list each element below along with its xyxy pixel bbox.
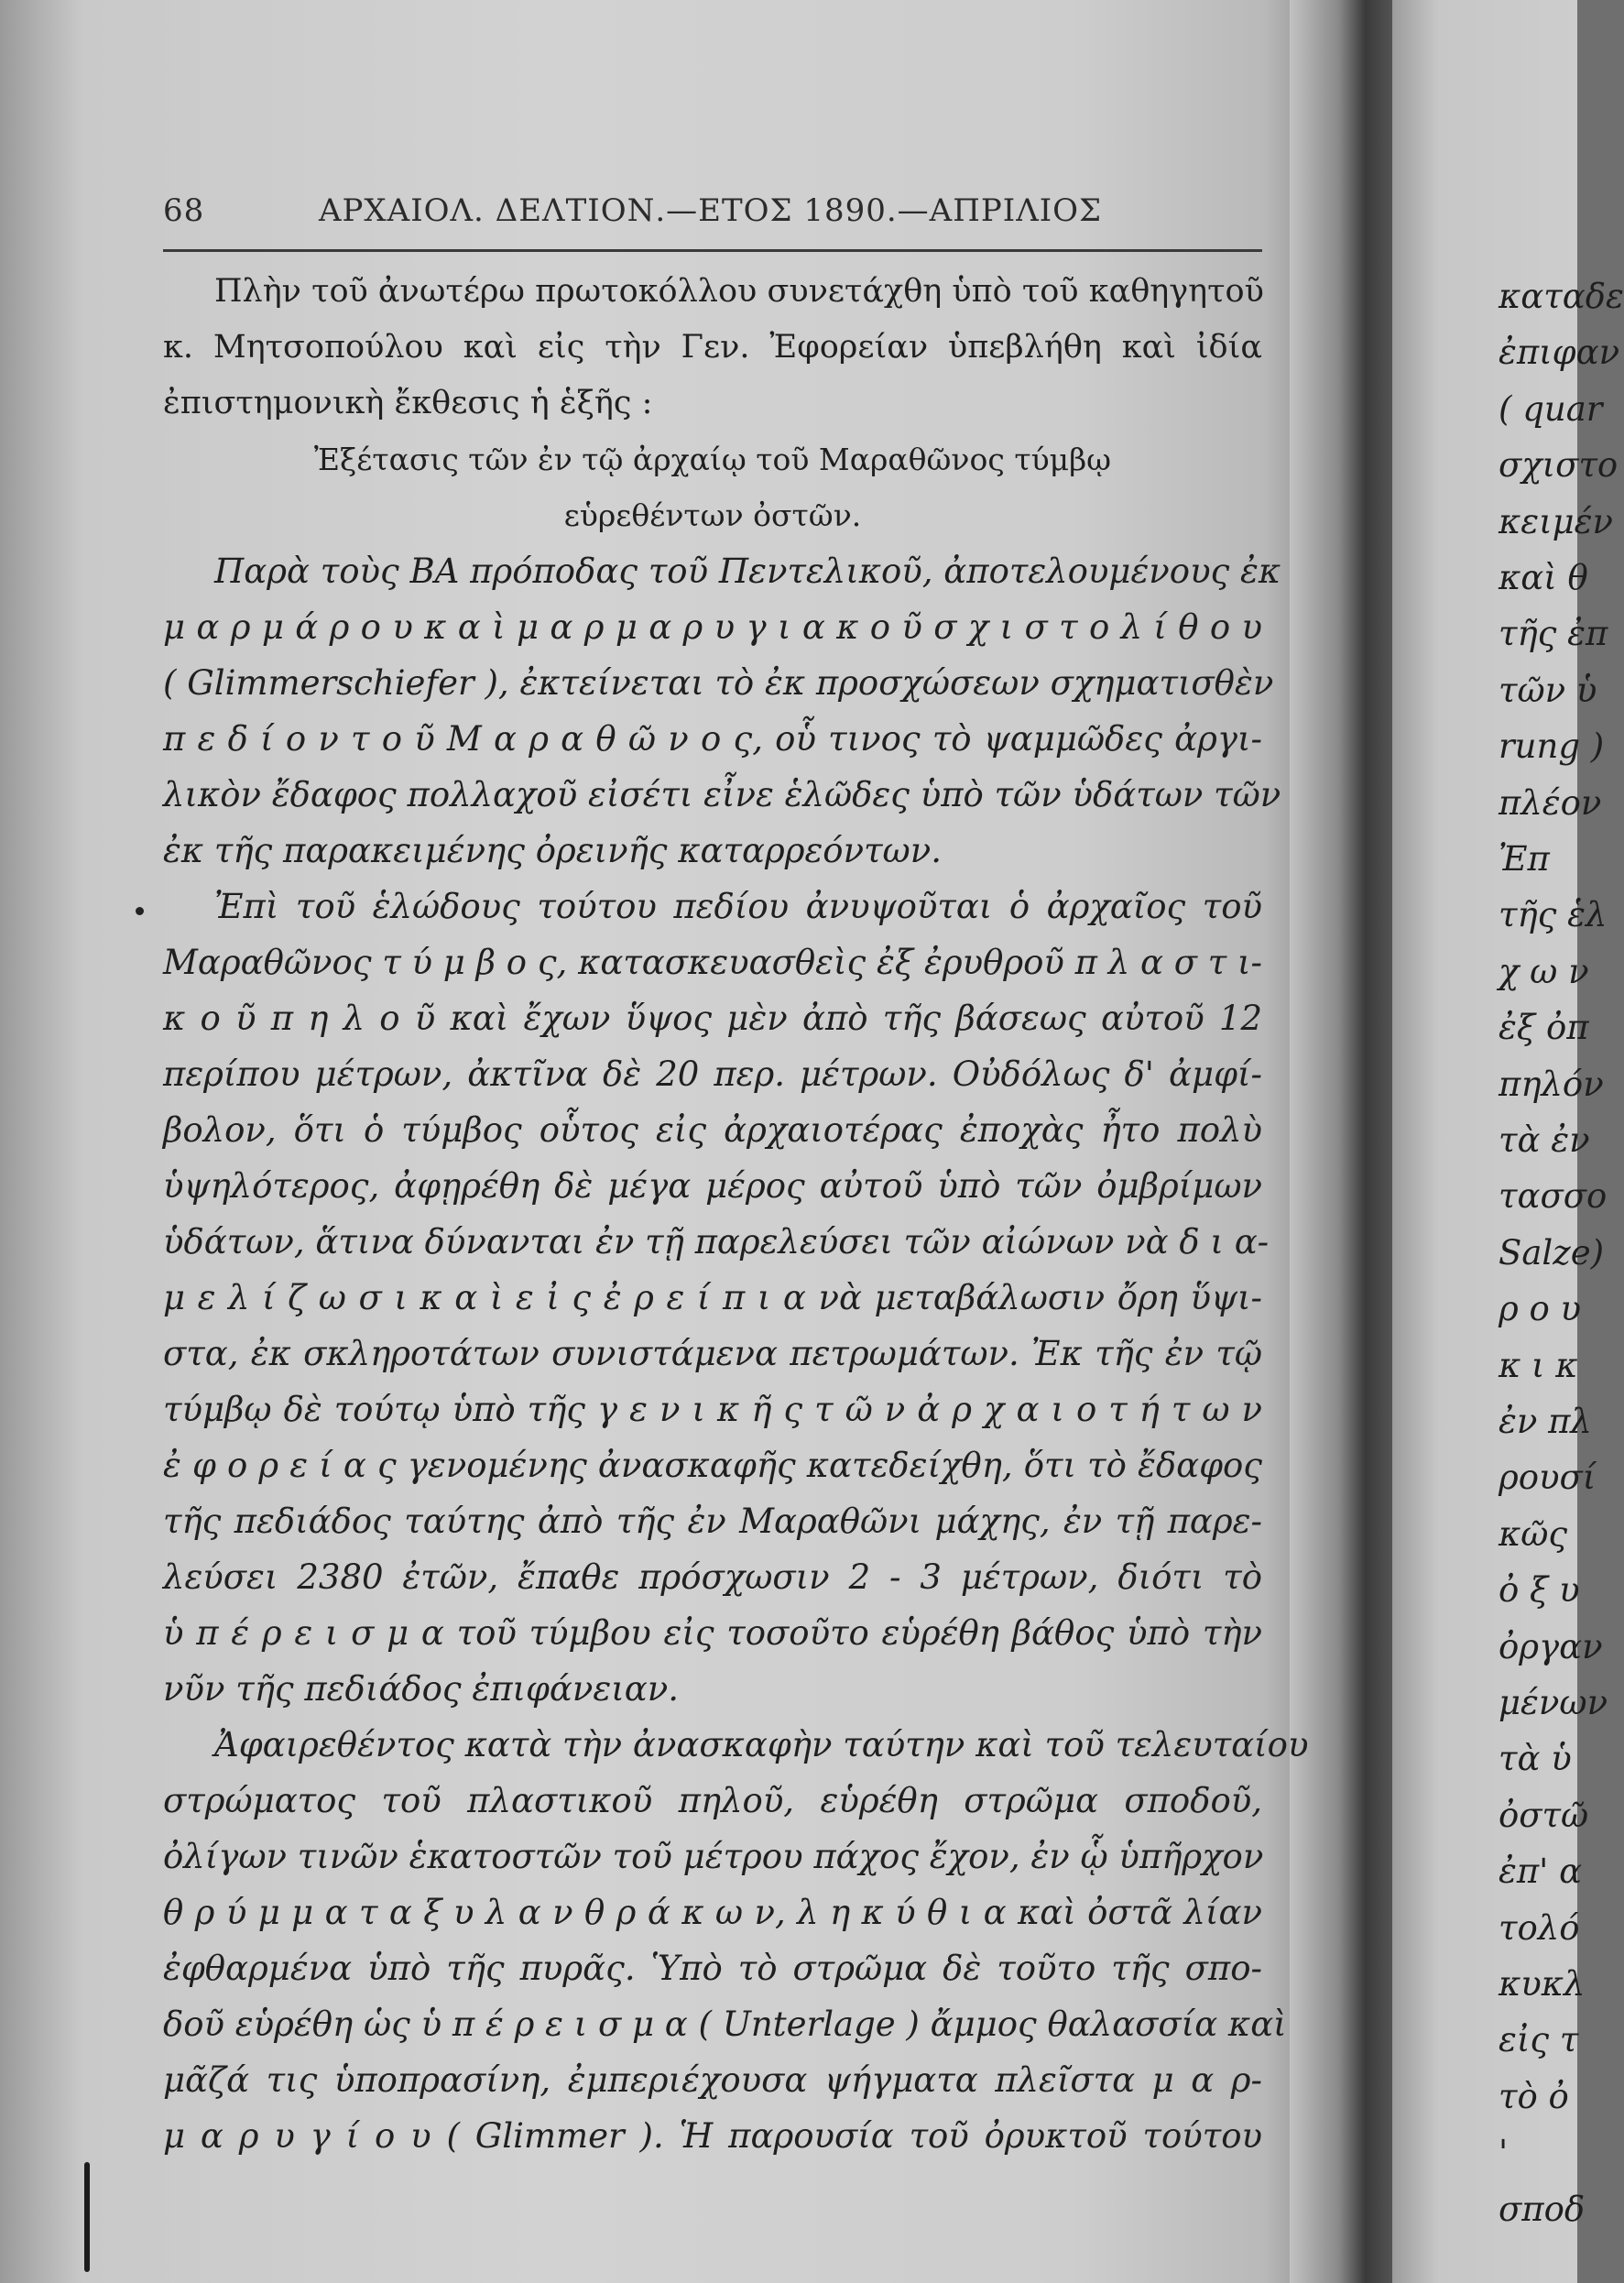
text-line: Μαραθῶνος τ ύ μ β ο ς, κατασκευασθεὶς ἐξ ἐρυθροῦ π λ α σ τ ι- (163, 943, 1262, 982)
next-page-fragment: ' (1499, 2133, 1509, 2173)
article-body (163, 264, 1309, 2164)
next-page-fragment: ( quar (1499, 388, 1603, 429)
text-line: κ ο ῦ π η λ ο ῦ καὶ ἔχων ὕψος μὲν ἀπὸ τῆς βάσεως αὐτοῦ 12 (163, 999, 1262, 1038)
next-page-fragment: ρ ο υ (1499, 1289, 1582, 1329)
text-line: νῦν τῆς πεδιάδος ἐπιφάνειαν. (163, 1669, 680, 1709)
next-page-fragment: ἐπιφαν (1499, 333, 1620, 373)
text-line: ἐφθαρμένα ὑπὸ τῆς πυρᾶς. Ὑπὸ τὸ στρῶμα δὲ τοῦτο τῆς σπο- (163, 1949, 1262, 1988)
next-page-fragment: εἰς τ (1499, 2020, 1579, 2060)
next-page-fragment: τῆς ἐπ (1499, 614, 1608, 654)
scan-blemish (84, 2162, 90, 2272)
text-line: στρώματος τοῦ πλαστικοῦ πηλοῦ, εὑρέθη στρῶμα σποδοῦ, (163, 1781, 1262, 1820)
next-page-fragment: κῶς (1499, 1513, 1568, 1554)
next-page-fragment: Ἐπ (1499, 839, 1550, 879)
next-page-fragment: ὀ ξ υ (1499, 1570, 1580, 1611)
text-line: θ ρ ύ μ μ α τ α ξ υ λ α ν θ ρ ά κ ω ν, λ η κ ύ θ ι α καὶ ὀστᾶ λίαν (163, 1893, 1262, 1932)
next-page-fragment: ὀργαν (1499, 1626, 1603, 1666)
next-page-fragment: καταδε (1499, 277, 1624, 316)
next-page-fragment: τῆς ἑλ (1499, 895, 1608, 935)
scan-speck (136, 907, 144, 915)
next-page-fragment: πηλόν (1499, 1064, 1604, 1104)
text-line: λεύσει 2380 ἐτῶν, ἔπαθε πρόσχωσιν 2 - 3 μέτρων, διότι τὸ (163, 1557, 1262, 1597)
next-page-fragment: τὰ ἐν (1499, 1120, 1590, 1160)
text-line: περίπου μέτρων, ἀκτῖνα δὲ 20 περ. μέτρων. Οὐδόλως δ' ἀμφί- (163, 1054, 1262, 1094)
text-line: βολον, ὅτι ὁ τύμβος οὗτος εἰς ἀρχαιοτέρας ἐποχὰς ἦτο πολὺ (163, 1110, 1262, 1150)
text-line: ὑδάτων, ἅτινα δύνανται ἐν τῇ παρελεύσει τῶν αἰώνων νὰ δ ι α- (163, 1222, 1270, 1262)
running-title: ΑΡΧΑΙΟΛ. ΔΕΛΤΙΟΝ.—ΕΤΟΣ 1890.—ΑΠΡΙΛΙΟΣ (319, 192, 1103, 229)
next-page-fragment: ἐξ ὀπ (1499, 1008, 1589, 1048)
next-page-fragment: Salze) (1499, 1232, 1605, 1273)
next-page-fragment: πλέον (1499, 782, 1602, 823)
next-page-fragment: κειμέν (1499, 501, 1614, 541)
next-page-fragment: σχιστο (1499, 445, 1619, 486)
next-page-fragment: τασσο (1499, 1176, 1608, 1217)
text-line: δοῦ εὑρέθη ὡς ὑ π έ ρ ε ι σ μ α ( Unterlage ) ἄμμος θαλασσία καὶ (163, 2004, 1287, 2044)
header-rule (163, 249, 1262, 252)
text-line: ἐπιστημονικὴ ἔκθεσις ἡ ἑξῆς : (163, 385, 653, 421)
next-page-fragment: σποδ (1499, 2189, 1586, 2229)
text-line: ὑ π έ ρ ε ι σ μ α τοῦ τύμβου εἰς τοσοῦτο εὑρέθη βάθος ὑπὸ τὴν (163, 1613, 1262, 1653)
text-line: λικὸν ἔδαφος πολλαχοῦ εἰσέτι εἶνε ἑλῶδες ὑπὸ τῶν ὑδάτων τῶν (163, 775, 1281, 814)
text-line: μ ε λ ί ζ ω σ ι κ α ὶ ε ἰ ς ἐ ρ ε ί π ι α νὰ μεταβάλωσιν ὄρη ὕψι- (163, 1278, 1262, 1317)
text-line: ( Glimmerschiefer ), ἐκτείνεται τὸ ἐκ προσχώσεων σχηματισθὲν (163, 663, 1274, 703)
text-line: Παρὰ τοὺς ΒΑ πρόποδας τοῦ Πεντελικοῦ, ἀποτελουμένους ἐκ (214, 552, 1281, 591)
next-page-fragment: κ ι κ (1499, 1345, 1578, 1385)
next-page-fragment: ὀστῶ (1499, 1795, 1589, 1835)
text-line: ὑψηλότερος, ἀφῃρέθη δὲ μέγα μέρος αὐτοῦ ὑπὸ τῶν ὀμβρίμων (163, 1166, 1262, 1206)
text-line: τύμβῳ δὲ τούτῳ ὑπὸ τῆς γ ε ν ι κ ῆ ς τ ῶ ν ἀ ρ χ α ι ο τ ή τ ω ν (163, 1390, 1262, 1429)
book-gutter (1290, 0, 1398, 2283)
text-line: μ α ρ υ γ ί ο υ ( Glimmer ). Ἡ παρουσία τοῦ ὀρυκτοῦ τούτου (163, 2116, 1262, 2156)
text-line: ἐκ τῆς παρακειμένης ὀρεινῆς καταρρεόντων. (163, 831, 942, 870)
next-page-fragment: κυκλ (1499, 1964, 1586, 2004)
text-line: μ α ρ μ ά ρ ο υ κ α ὶ μ α ρ μ α ρ υ γ ι α κ ο ῦ σ χ ι σ τ ο λ ί θ ο υ (163, 607, 1262, 647)
text-line: Ἐπὶ τοῦ ἑλώδους τούτου πεδίου ἀνυψοῦται ὁ ἀρχαῖος τοῦ (214, 887, 1262, 926)
next-page-fragment: ρουσί (1499, 1458, 1597, 1498)
text-line: ἐ φ ο ρ ε ί α ς γενομένης ἀνασκαφῆς κατεδείχθη, ὅτι τὸ ἔδαφος (163, 1446, 1262, 1485)
text-line: τῆς πεδιάδος ταύτης ἀπὸ τῆς ἐν Μαραθῶνι μάχης, ἐν τῇ παρε- (163, 1502, 1262, 1541)
next-page-fragment: καὶ θ (1499, 558, 1588, 597)
text-line: κ. Μητσοπούλου καὶ εἰς τὴν Γεν. Ἐφορείαν ὑπεβλήθη καὶ ἰδία (163, 329, 1262, 366)
page-number: 68 (163, 192, 205, 229)
next-page-fragment: ἐπ' α (1499, 1852, 1583, 1892)
next-page-fragment: rung ) (1499, 726, 1605, 767)
text-line: ὀλίγων τινῶν ἑκατοστῶν τοῦ μέτρου πάχος ἔχον, ἐν ᾧ ὑπῆρχον (163, 1837, 1264, 1876)
next-page-fragment: τῶν ὑ (1499, 670, 1597, 710)
next-page-fragment: χ ω ν (1499, 951, 1589, 991)
page-header (163, 192, 1271, 247)
next-page-fragment: τὰ ὑ (1499, 1739, 1572, 1779)
text-line: Ἀφαιρεθέντος κατὰ τὴν ἀνασκαφὴν ταύτην καὶ τοῦ τελευταίου (214, 1725, 1309, 1764)
next-page-fragment: τὸ ὀ (1499, 2076, 1569, 2116)
text-line: Πλὴν τοῦ ἀνωτέρω πρωτοκόλλου συνετάχθη ὑπὸ τοῦ καθηγητοῦ (214, 273, 1264, 310)
text-line: π ε δ ί ο ν τ ο ῦ Μ α ρ α θ ῶ ν ο ς, οὗ τινος τὸ ψαμμῶδες ἀργι- (163, 719, 1262, 759)
next-page-fragment: μένων (1499, 1683, 1608, 1722)
next-page-fragment: ἐν πλ (1499, 1402, 1592, 1441)
text-line: στα, ἐκ σκληροτάτων συνιστάμενα πετρωμάτων. Ἐκ τῆς ἐν τῷ (163, 1334, 1262, 1373)
section-heading: Ἐξέτασις τῶν ἐν τῷ ἀρχαίῳ τοῦ Μαραθῶνος τύμβῳ (313, 442, 1112, 477)
next-page-fragment: τολό (1499, 1907, 1580, 1948)
text-line: μᾶζά τις ὑποπρασίνη, ἐμπεριέχουσα ψήγματα πλεῖστα μ α ρ- (163, 2060, 1262, 2100)
section-heading: εὑρεθέντων ὀστῶν. (563, 497, 862, 533)
